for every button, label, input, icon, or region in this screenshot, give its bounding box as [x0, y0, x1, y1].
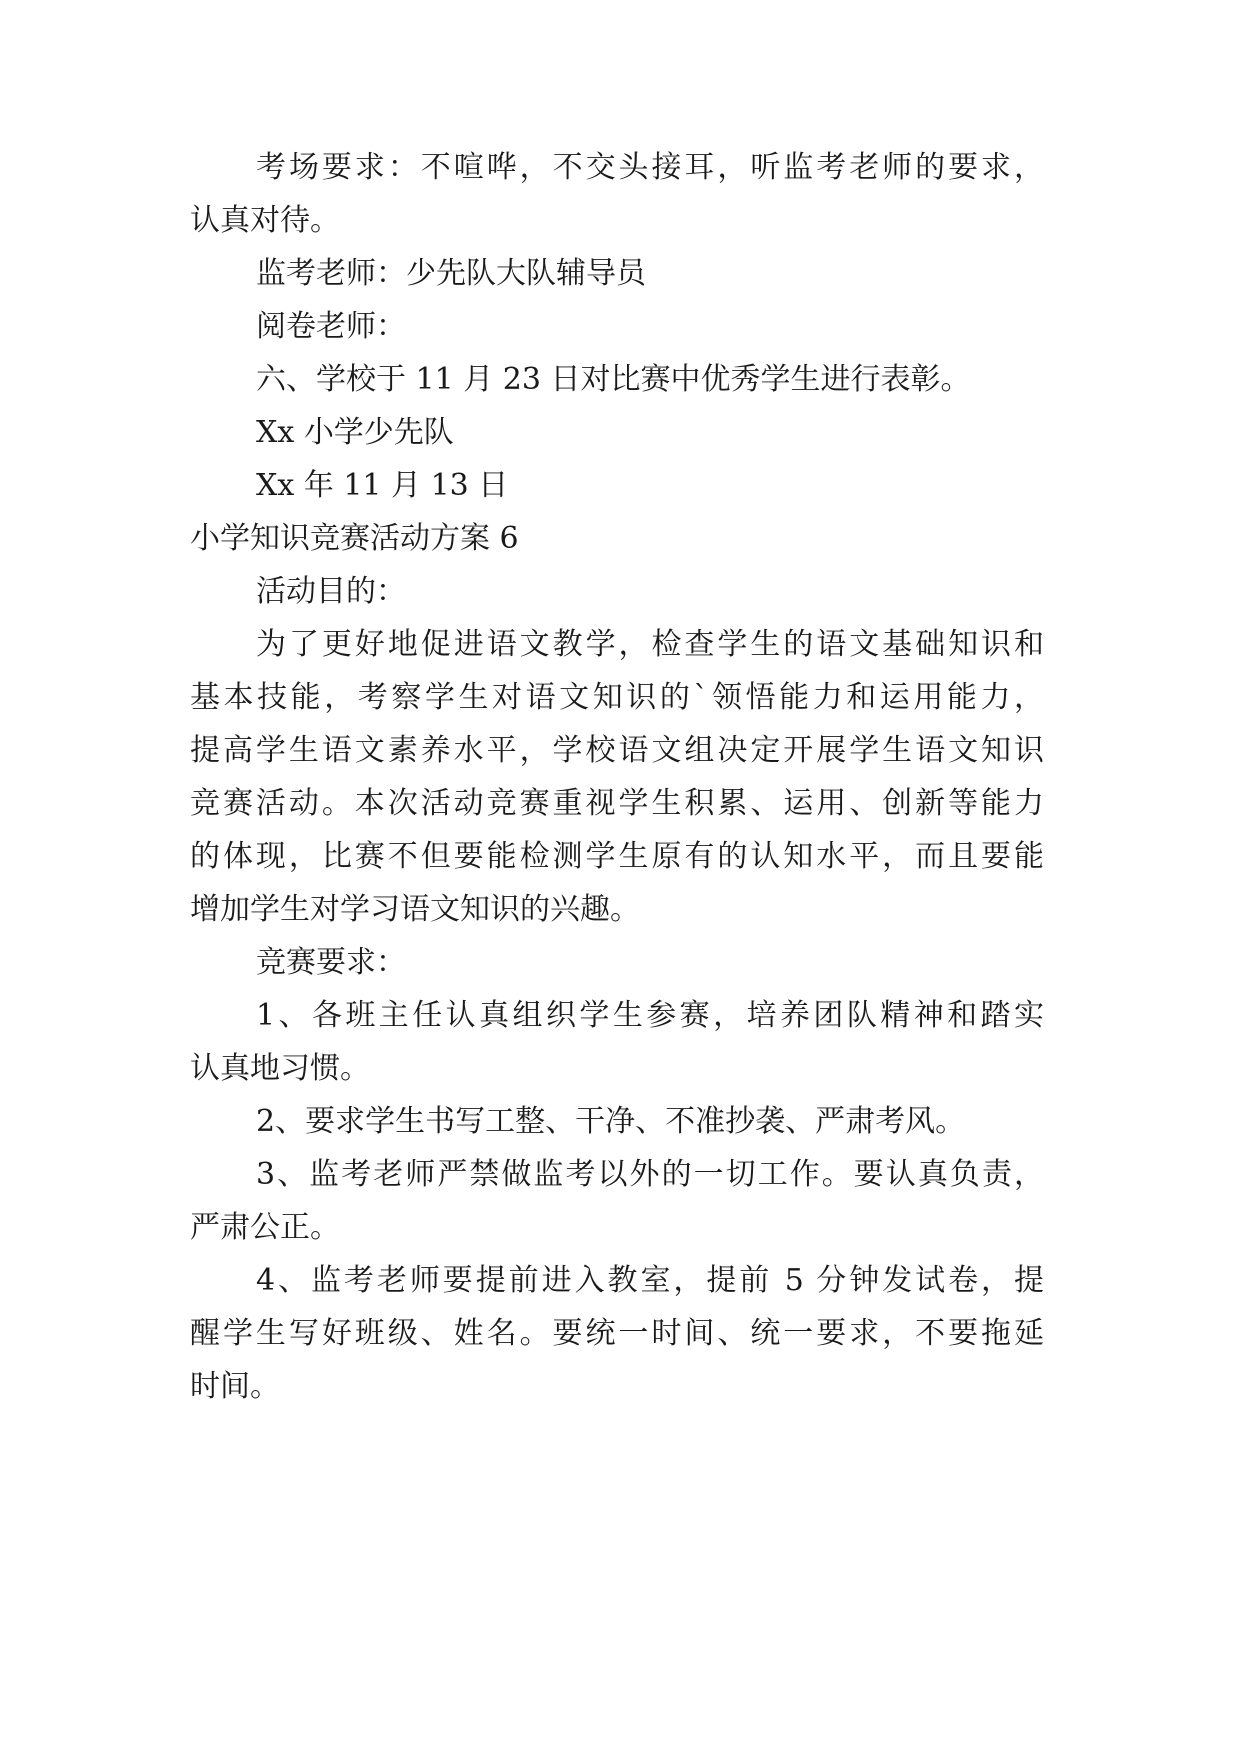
commendation-line: 六、学校于 11 月 23 日对比赛中优秀学生进行表彰。 [256, 362, 971, 397]
requirement-2: 2、要求学生书写工整、干净、不准抄袭、严肃考风。 [256, 1104, 966, 1139]
requirement-3-line-1: 3、监考老师严禁做监考以外的一切工作。要认真负责， [256, 1157, 1044, 1192]
requirement-1-line-1: 1、各班主任认真组织学生参赛，培养团队精神和踏实 [256, 998, 1044, 1033]
purpose-paragraph-line-5: 的体现，比赛不但要能检测学生原有的认知水平，而且要能 [190, 839, 1044, 874]
invigilator-line: 监考老师：少先队大队辅导员 [256, 256, 646, 291]
purpose-paragraph-line-2: 基本技能，考察学生对语文知识的`领悟能力和运用能力， [190, 680, 1044, 715]
requirement-4-line-1: 4、监考老师要提前进入教室，提前 5 分钟发试卷，提 [256, 1263, 1044, 1298]
requirement-3-line-2: 严肃公正。 [190, 1210, 340, 1245]
requirement-1-line-2: 认真地习惯。 [190, 1051, 370, 1086]
exam-room-requirements-line: 考场要求：不喧哗，不交头接耳，听监考老师的要求， [256, 150, 1044, 185]
organization-signature: Xx 小学少先队 [256, 415, 454, 450]
purpose-paragraph-line-6: 增加学生对学习语文知识的兴趣。 [190, 892, 640, 927]
purpose-paragraph-line-4: 竞赛活动。本次活动竞赛重视学生积累、运用、创新等能力 [190, 786, 1044, 821]
purpose-heading: 活动目的： [256, 574, 406, 609]
purpose-paragraph-line-3: 提高学生语文素养水平，学校语文组决定开展学生语文知识 [190, 733, 1044, 768]
requirement-4-line-3: 时间。 [190, 1369, 280, 1404]
section-title: 小学知识竞赛活动方案 6 [190, 521, 519, 556]
purpose-paragraph-line-1: 为了更好地促进语文教学，检查学生的语文基础知识和 [256, 627, 1044, 662]
grader-line: 阅卷老师： [256, 309, 406, 344]
exam-room-requirements-continuation: 认真对待。 [190, 203, 340, 238]
requirements-heading: 竞赛要求： [256, 945, 406, 980]
requirement-4-line-2: 醒学生写好班级、姓名。要统一时间、统一要求，不要拖延 [190, 1316, 1044, 1351]
signature-date: Xx 年 11 月 13 日 [256, 468, 509, 503]
